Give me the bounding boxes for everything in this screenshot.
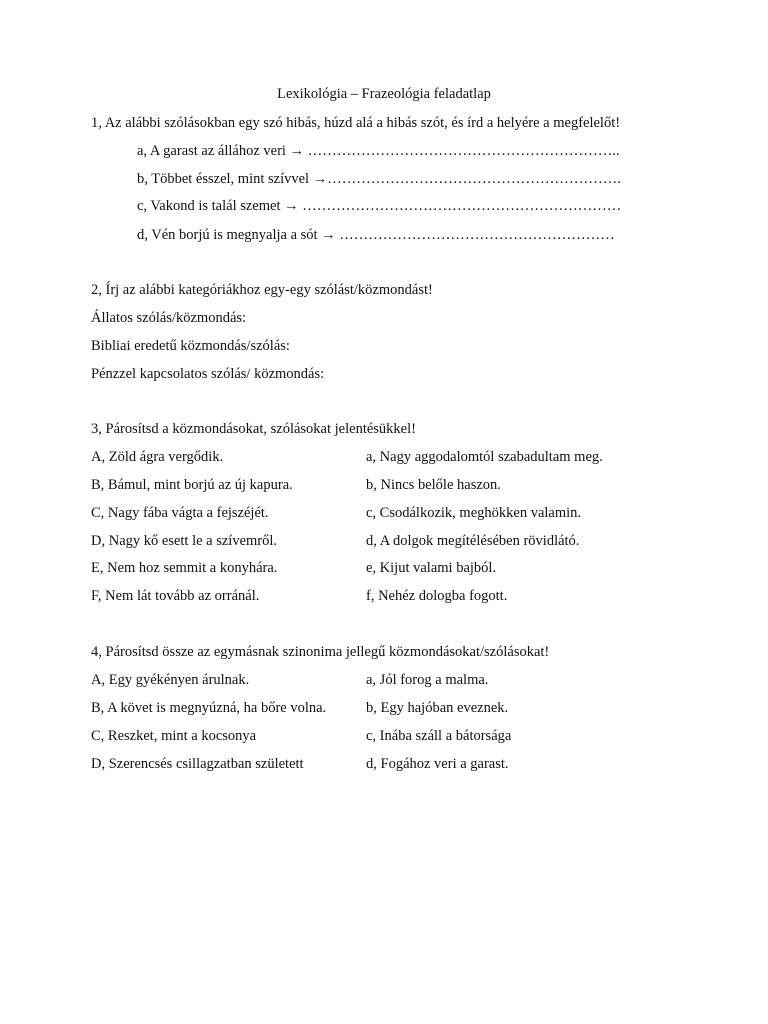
task3-heading: 3, Párosítsd a közmondásokat, szólásokat jelentésükkel! — [91, 421, 416, 437]
task3-right-item: d, A dolgok megítélésében rövidlátó. — [366, 533, 580, 549]
task4-right-item: a, Jól forog a malma. — [366, 672, 489, 688]
task3-right-item: f, Nehéz dologba fogott. — [366, 588, 508, 604]
page-title: Lexikológia – Frazeológia feladatlap — [277, 86, 491, 102]
task1-item-b: b, Többet ésszel, mint szívvel →……………………………………………………. — [137, 171, 621, 187]
task3-left-item: E, Nem hoz semmit a konyhára. — [91, 560, 278, 576]
task3-left-item: F, Nem lát tovább az orránál. — [91, 588, 260, 604]
task3-left-item: B, Bámul, mint borjú az új kapura. — [91, 477, 293, 493]
task2-heading: 2, Írj az alábbi kategóriákhoz egy-egy szólást/közmondást! — [91, 282, 433, 298]
task2-item: Bibliai eredetű közmondás/szólás: — [91, 338, 290, 354]
task3-left-item: D, Nagy kő esett le a szívemről. — [91, 533, 278, 549]
task3-right-item: b, Nincs belőle haszon. — [366, 477, 501, 493]
task3-left-item: C, Nagy fába vágta a fejszéjét. — [91, 505, 269, 521]
task3-left-item: A, Zöld ágra vergődik. — [91, 449, 224, 465]
task1-item-d: d, Vén borjú is megnyalja a sót → ………………………………………………… — [137, 227, 615, 243]
task3-right-item: e, Kijut valami bajból. — [366, 560, 497, 576]
task1-item-c: c, Vakond is talál szemet → ………………………………………………………… — [137, 198, 622, 214]
task4-left-item: B, A követ is megnyúzná, ha bőre volna. — [91, 700, 327, 716]
task1-item-a: a, A garast az állához veri → ……………………………………………………….. — [137, 143, 620, 159]
task1-heading: 1, Az alábbi szólásokban egy szó hibás, húzd alá a hibás szót, és írd a helyére a megfelelőt! — [91, 115, 621, 131]
task4-left-item: D, Szerencsés csillagzatban született — [91, 756, 304, 772]
task4-right-item: d, Fogához veri a garast. — [366, 756, 509, 772]
task4-heading: 4, Párosítsd össze az egymásnak szinonima jellegű közmondásokat/szólásokat! — [91, 644, 550, 660]
task4-right-item: b, Egy hajóban eveznek. — [366, 700, 509, 716]
task4-left-item: C, Reszket, mint a kocsonya — [91, 728, 257, 744]
task2-item: Pénzzel kapcsolatos szólás/ közmondás: — [91, 366, 325, 382]
task4-right-item: c, Inába száll a bátorsága — [366, 728, 512, 744]
task3-right-item: c, Csodálkozik, meghökken valamin. — [366, 505, 582, 521]
task4-left-item: A, Egy gyékényen árulnak. — [91, 672, 250, 688]
task2-item: Állatos szólás/közmondás: — [91, 310, 247, 326]
task3-right-item: a, Nagy aggodalomtól szabadultam meg. — [366, 449, 603, 465]
